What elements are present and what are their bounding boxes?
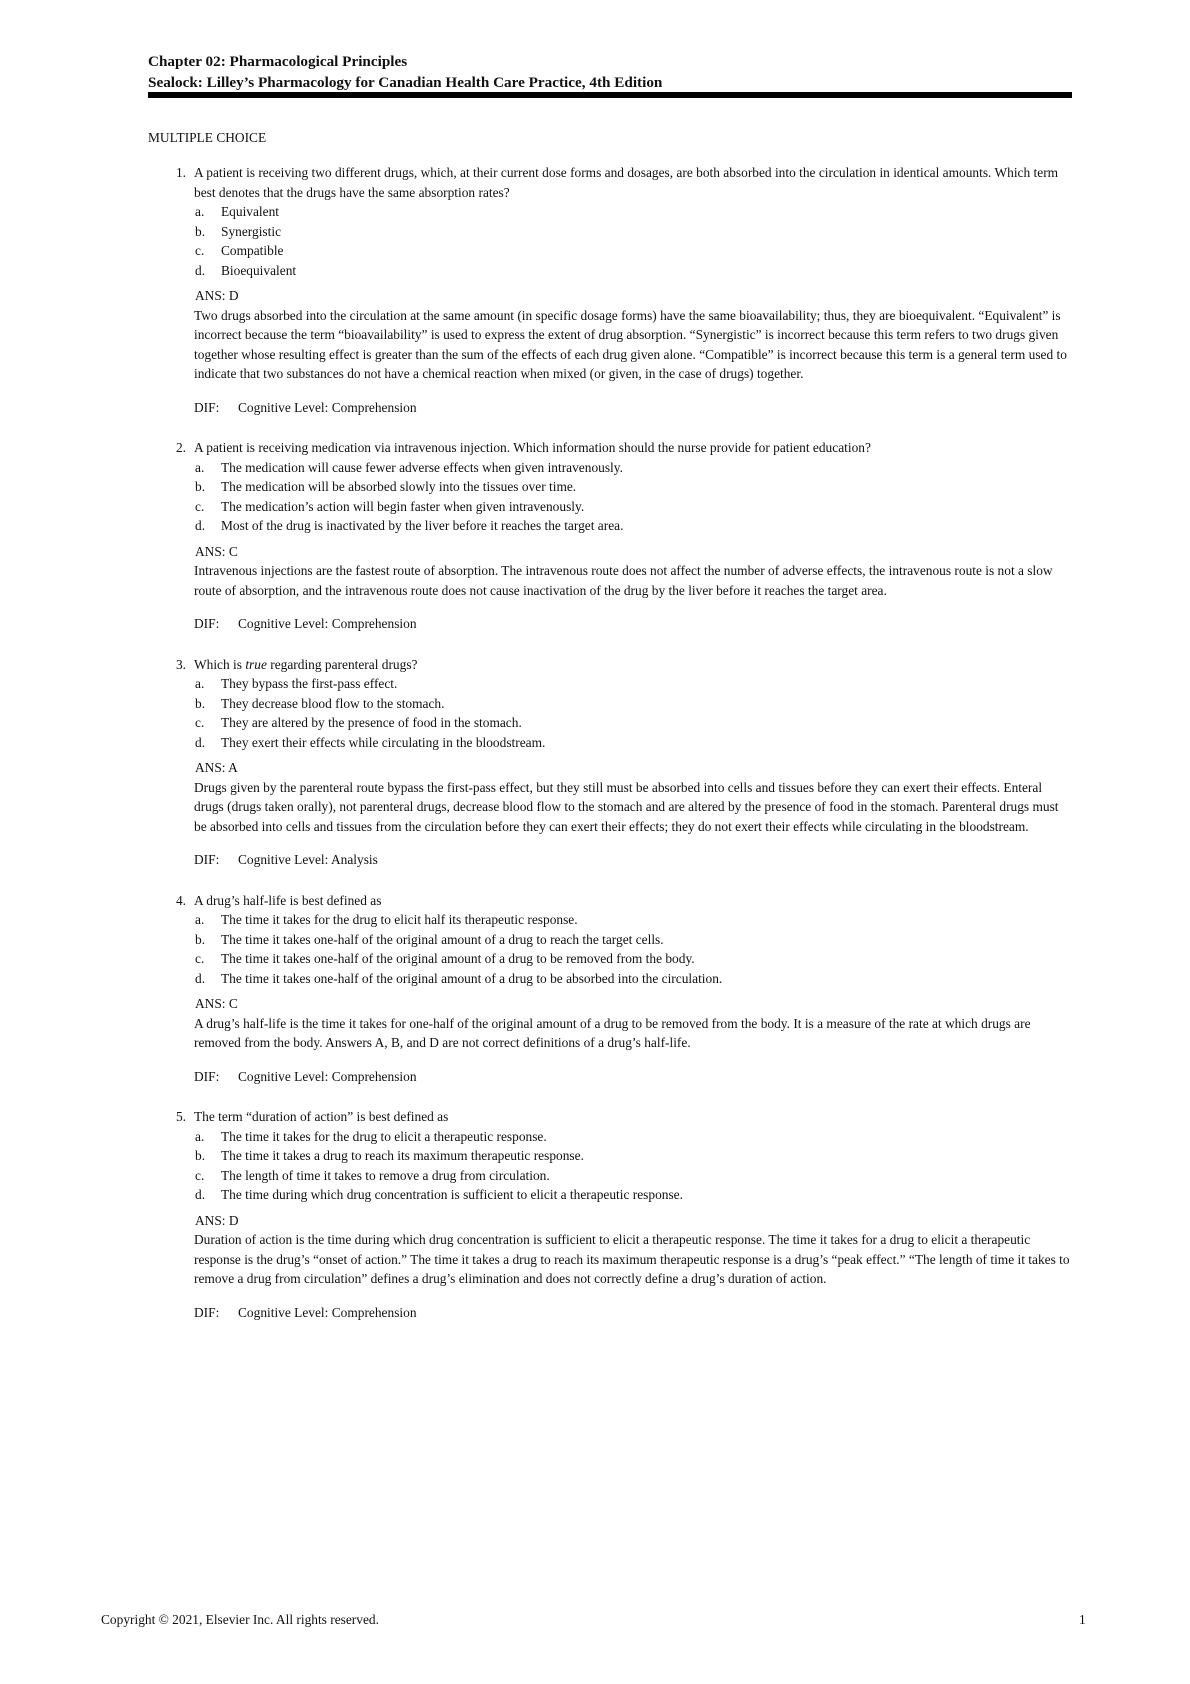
question-text: The term “duration of action” is best defined as: [194, 1109, 449, 1124]
option-text: The medication will be absorbed slowly into the tissues over time.: [221, 479, 577, 494]
option-d: [194, 1185, 734, 1205]
option-text: Equivalent: [221, 204, 280, 219]
option-text: The time it takes one-half of the original amount of a drug to reach the target cells.: [221, 931, 664, 947]
option-letter: d.: [195, 1187, 206, 1202]
answer-options: [194, 202, 1070, 280]
question-stem: [148, 1107, 1070, 1127]
option-d: [194, 969, 754, 989]
dif-label: DIF:: [194, 399, 220, 415]
option-a: [194, 674, 1070, 694]
dif-value: Cognitive Level: Analysis: [238, 852, 378, 867]
answer-options: [194, 458, 1070, 536]
dif-value: Cognitive Level: Comprehension: [238, 1068, 417, 1084]
rationale-text: A drug’s half-life is the time it takes for one-half of the original amount of a drug to be removed from the body. It is a measure of the rate at which drugs are removed from the body. Answers A, B, and D are not correct definitions of a drug’s half-life.: [194, 1015, 1031, 1050]
option-text: The time during which drug concentration is sufficient to elicit a therapeutic response.: [221, 1187, 683, 1202]
option-text: They are altered by the presence of food in the stomach.: [221, 715, 522, 730]
option-letter: b.: [195, 479, 206, 494]
option-c: [194, 713, 1070, 733]
option-b: [194, 694, 1070, 714]
stem-emphasis: true: [245, 656, 267, 672]
question-number: 3.: [175, 656, 186, 672]
option-text: They decrease blood flow to the stomach.: [221, 695, 445, 711]
difficulty-line: [194, 1303, 1070, 1323]
option-b: [194, 1146, 734, 1166]
dif-label: DIF:: [194, 1068, 220, 1084]
question-text: [194, 655, 1070, 675]
option-letter: a.: [195, 1128, 205, 1144]
option-text: The time it takes one-half of the original amount of a drug to be removed from the body.: [221, 951, 695, 966]
option-b: [194, 222, 1070, 242]
option-letter: a.: [195, 676, 205, 691]
option-letter: a.: [195, 204, 205, 219]
option-text: Most of the drug is inactivated by the liver before it reaches the target area.: [221, 518, 624, 533]
option-c: [194, 497, 1070, 517]
option-c: [194, 949, 754, 969]
rationale-text: Intravenous injections are the fastest route of absorption. The intravenous route does not affect the number of adverse effects, the intravenous route is not a slow route of absorption, and the intravenous route does not cause inactivation of the drug by the liver before it reaches the target area.: [194, 563, 1053, 598]
option-text: Compatible: [221, 243, 284, 258]
option-text: The medication’s action will begin faster when given intravenously.: [221, 498, 585, 514]
dif-label: DIF:: [194, 852, 220, 867]
option-letter: b.: [195, 931, 206, 947]
option-letter: c.: [195, 498, 205, 514]
option-text: The medication will cause fewer adverse effects when given intravenously.: [221, 459, 623, 475]
question-list: [148, 163, 1070, 1343]
answer-key: ANS: A: [195, 760, 238, 775]
answer-key: ANS: C: [195, 996, 238, 1011]
question-stem: [148, 438, 1070, 458]
question-3: [148, 655, 1070, 870]
difficulty-line: [194, 1067, 1070, 1087]
question-stem: [148, 655, 1070, 675]
answer-key: ANS: C: [195, 543, 238, 559]
option-text: The time it takes one-half of the original amount of a drug to be absorbed into the circulation.: [221, 970, 723, 986]
option-letter: a.: [195, 912, 205, 927]
option-d: [194, 261, 1070, 281]
option-text: They exert their effects while circulating in the bloodstream.: [221, 734, 546, 750]
question-stem: [148, 163, 1070, 202]
book-title: Sealock: Lilley’s Pharmacology for Canadian Health Care Practice, 4th Edition: [148, 74, 663, 91]
option-a: [194, 910, 754, 930]
question-number: 4.: [175, 892, 186, 908]
dif-value: Cognitive Level: Comprehension: [238, 1304, 417, 1320]
question-number: 5.: [175, 1109, 186, 1124]
option-a: [194, 202, 1070, 222]
rationale-text: Two drugs absorbed into the circulation at the same amount (in specific dosage forms) have the same bioavailability; thus, they are bioequivalent. “Equivalent” is incorrect because the term “bioavailability” is used to express the extent of drug absorption. “Synergistic” is incorrect because this term refers to two drugs given together whose resulting effect is greater than the sum of the effects of each drug given alone. “Compatible” is incorrect because this term is a general term used to indicate that two substances do not have a chemical reaction when mixed (or given, in the case of drugs) together.: [194, 307, 1067, 381]
chapter-title: Chapter 02: Pharmacological Principles: [148, 53, 408, 70]
option-letter: c.: [195, 243, 205, 258]
answer-key: ANS: D: [195, 288, 239, 303]
option-letter: d.: [195, 518, 206, 533]
answer-options: [194, 674, 1070, 752]
option-text: Synergistic: [221, 223, 282, 239]
option-letter: c.: [195, 951, 205, 966]
option-text: The time it takes for the drug to elicit a therapeutic response.: [221, 1128, 547, 1144]
option-d: [194, 516, 1070, 536]
option-text: They bypass the first-pass effect.: [221, 676, 398, 691]
dif-label: DIF:: [194, 1304, 220, 1320]
page-header: [148, 51, 1072, 98]
difficulty-line: [194, 614, 1070, 634]
option-letter: d.: [195, 262, 206, 278]
question-4: [148, 891, 1070, 1087]
option-text: The length of time it takes to remove a drug from circulation.: [221, 1167, 550, 1183]
section-title: MULTIPLE CHOICE: [148, 130, 267, 145]
question-2: [148, 438, 1070, 634]
rationale-text: Duration of action is the time during which drug concentration is sufficient to elicit a therapeutic response. The time it takes for a drug to elicit a therapeutic response is the drug’s “onset of action.” The time it takes a drug to reach its maximum therapeutic response is a drug’s “peak effect.” “The length of time it takes to remove a drug from circulation” defines a drug’s elimination and does not correctly define a drug’s duration of action.: [194, 1232, 1070, 1286]
option-letter: d.: [195, 970, 206, 986]
answer-key: ANS: D: [195, 1212, 239, 1228]
question-stem: [148, 891, 1070, 911]
question-text: A patient is receiving two different drugs, which, at their current dose forms and dosages, are both absorbed into the circulation in identical amounts. Which term best denotes that the drugs have the same absorption rates?: [194, 165, 1059, 200]
option-text: The time it takes a drug to reach its maximum therapeutic response.: [221, 1148, 584, 1163]
question-1: [148, 163, 1070, 417]
copyright-notice: Copyright © 2021, Elsevier Inc. All rights reserved.: [101, 1612, 379, 1627]
option-letter: b.: [195, 695, 206, 711]
difficulty-line: [194, 850, 1070, 870]
option-c: [194, 1166, 734, 1186]
option-a: [194, 1127, 734, 1147]
question-number: 2.: [175, 440, 186, 455]
option-text: Bioequivalent: [221, 262, 297, 278]
option-letter: a.: [195, 459, 205, 475]
option-text: The time it takes for the drug to elicit half its therapeutic response.: [221, 912, 578, 927]
option-letter: c.: [195, 715, 205, 730]
question-text: A drug’s half-life is best defined as: [194, 892, 382, 908]
stem-part: regarding parenteral drugs?: [266, 656, 418, 672]
difficulty-line: [194, 398, 1070, 418]
page-number: 1: [1079, 1612, 1086, 1627]
answer-options: [194, 910, 754, 988]
question-number: 1.: [175, 165, 186, 180]
option-d: [194, 733, 1070, 753]
answer-options: [194, 1127, 734, 1205]
option-letter: c.: [195, 1167, 205, 1183]
question-5: [148, 1107, 1070, 1322]
dif-value: Cognitive Level: Comprehension: [238, 399, 417, 415]
option-c: [194, 241, 1070, 261]
dif-value: Cognitive Level: Comprehension: [238, 616, 417, 631]
option-a: [194, 458, 1070, 478]
option-b: [194, 930, 754, 950]
option-b: [194, 477, 1070, 497]
dif-label: DIF:: [194, 616, 220, 631]
rationale-text: Drugs given by the parenteral route bypass the first-pass effect, but they still must be absorbed into cells and tissues before they can exert their effects. Enteral drugs (drugs taken orally), not parenteral drugs, decrease blood flow to the stomach and are altered by the presence of food in the stomach. Parenteral drugs must be absorbed into cells and tissues from the circulation before they can exert their effects; they do not exert their effects while circulating in the bloodstream.: [194, 779, 1059, 834]
option-letter: d.: [195, 734, 206, 750]
option-letter: b.: [195, 223, 206, 239]
question-text: A patient is receiving medication via intravenous injection. Which information should the nurse provide for patient education?: [194, 440, 871, 455]
stem-part: Which is: [194, 656, 246, 672]
option-letter: b.: [195, 1148, 206, 1163]
